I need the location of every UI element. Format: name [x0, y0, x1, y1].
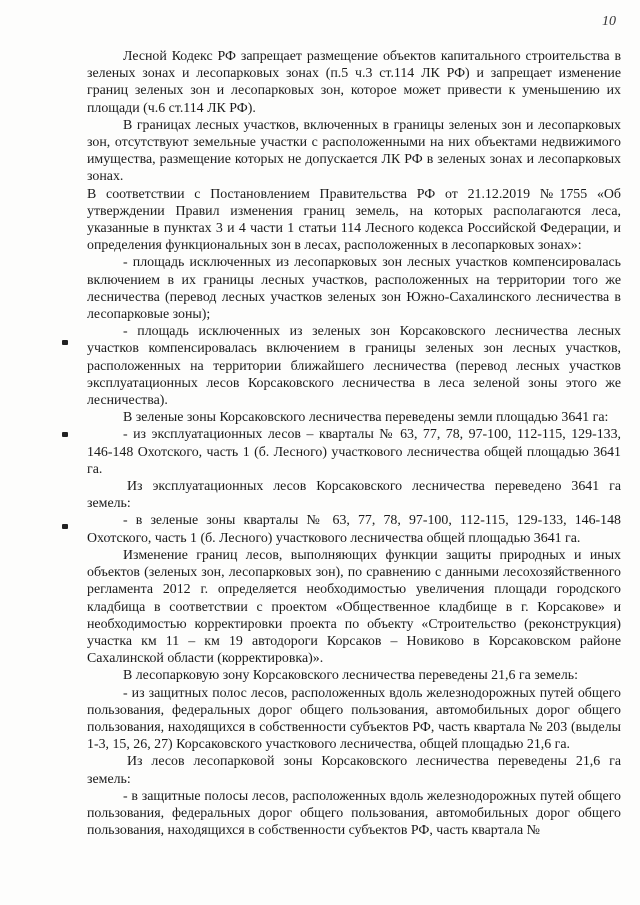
paragraph: В границах лесных участков, включенных в границы зеленых зон и лесопарковых зон, отсутствуют земельные участки с расположенными на них объектами недвижимого имущества, размещение которых не допускается ЛК РФ в зеленых зонах и лесопарковых зонах.	[87, 117, 621, 185]
scan-mark	[62, 340, 68, 345]
list-item: - из защитных полос лесов, расположенных вдоль железнодорожных путей общего пользования, федеральных дорог общего пользования, автомобильных дорог общего пользования, находящихся в собственности субъектов РФ, часть квартала № 203 (выделы 1-3, 15, 26, 27) Корсаковского участкового лесничества, общей площадью 21,6 га.	[87, 685, 621, 753]
list-item: - в зеленые зоны кварталы № 63, 77, 78, 97-100, 112-115, 129-133, 146-148 Охотского, часть 1 (б. Лесного) участкового лесничества общей площадью 3641 га.	[87, 513, 621, 546]
paragraph: В зеленые зоны Корсаковского лесничества переведены земли площадью 3641 га:	[123, 410, 609, 426]
list-item: - в защитные полосы лесов, расположенных вдоль железнодорожных путей общего пользования, федеральных дорог общего пользования, автомобильных дорог общего пользования, находящихся в собственности субъектов РФ, часть квартала №	[87, 788, 621, 839]
paragraph: В лесопарковую зону Корсаковского лесничества переведены 21,6 га земель:	[123, 668, 578, 684]
scan-mark	[62, 432, 68, 437]
list-item: - площадь исключенных из зеленых зон Корсаковского лесничества лесных участков компенсировалась включением в границы зеленых зон лесных участков, расположенных на территории ближайшего лесничества (перевод лесных участков эксплуатационных лесов Корсаковского лесничества в леса зеленой зоны этого же лесничества).	[87, 324, 621, 409]
paragraph: Из лесов лесопарковой зоны Корсаковского лесничества переведены 21,6 га земель:	[87, 754, 621, 787]
paragraph: Изменение границ лесов, выполняющих функции защиты природных и иных объектов (зеленых зон, лесопарковых зон), по сравнению с данными лесохозяйственного регламента 2012 г. определяется необходимостью увеличения площади городского кладбища в соответствии с проектом «Общественное кладбище в г. Корсакове» и необходимостью корректировки проекта по объекту «Строительство (реконструкция) участка км 11 – км 19 автодороги Корсаков – Новиково в Корсаковском районе Сахалинской области (корректировка)».	[87, 547, 621, 667]
page-number: 10	[602, 14, 616, 29]
paragraph: Из эксплуатационных лесов Корсаковского лесничества переведено 3641 га земель:	[87, 479, 621, 512]
document-body	[87, 48, 621, 839]
scan-mark	[62, 524, 68, 529]
paragraph: Лесной Кодекс РФ запрещает размещение объектов капитального строительства в зеленых зонах и лесопарковых зонах (п.5 ч.3 ст.114 ЛК РФ) и запрещает изменение границ зеленых зон и лесопарковых зон, которое может привести к уменьшению их площади (ч.6 ст.114 ЛК РФ).	[87, 49, 621, 116]
paragraph: В соответствии с Постановлением Правительства РФ от 21.12.2019 №1755 «Об утверждении Правил изменения границ земель, на которых располагаются леса, указанные в пунктах 3 и 4 части 1 статьи 114 Лесного кодекса Российской Федерации, и определения функциональных зон в лесах, расположенных в лесопарковых зонах»:	[87, 186, 621, 254]
list-item: - площадь исключенных из лесопарковых зон лесных участков компенсировалась включением в их границы лесных участков, расположенных на территории того же лесничества (перевод лесных участков зеленых зон Южно-Сахалинского лесничества в лесопарковые зоны);	[87, 255, 621, 323]
list-item: - из эксплуатационных лесов – кварталы № 63, 77, 78, 97-100, 112-115, 129-133, 146-148 Охотского, часть 1 (б. Лесного) участкового лесничества общей площадью 3641 га.	[87, 427, 621, 477]
